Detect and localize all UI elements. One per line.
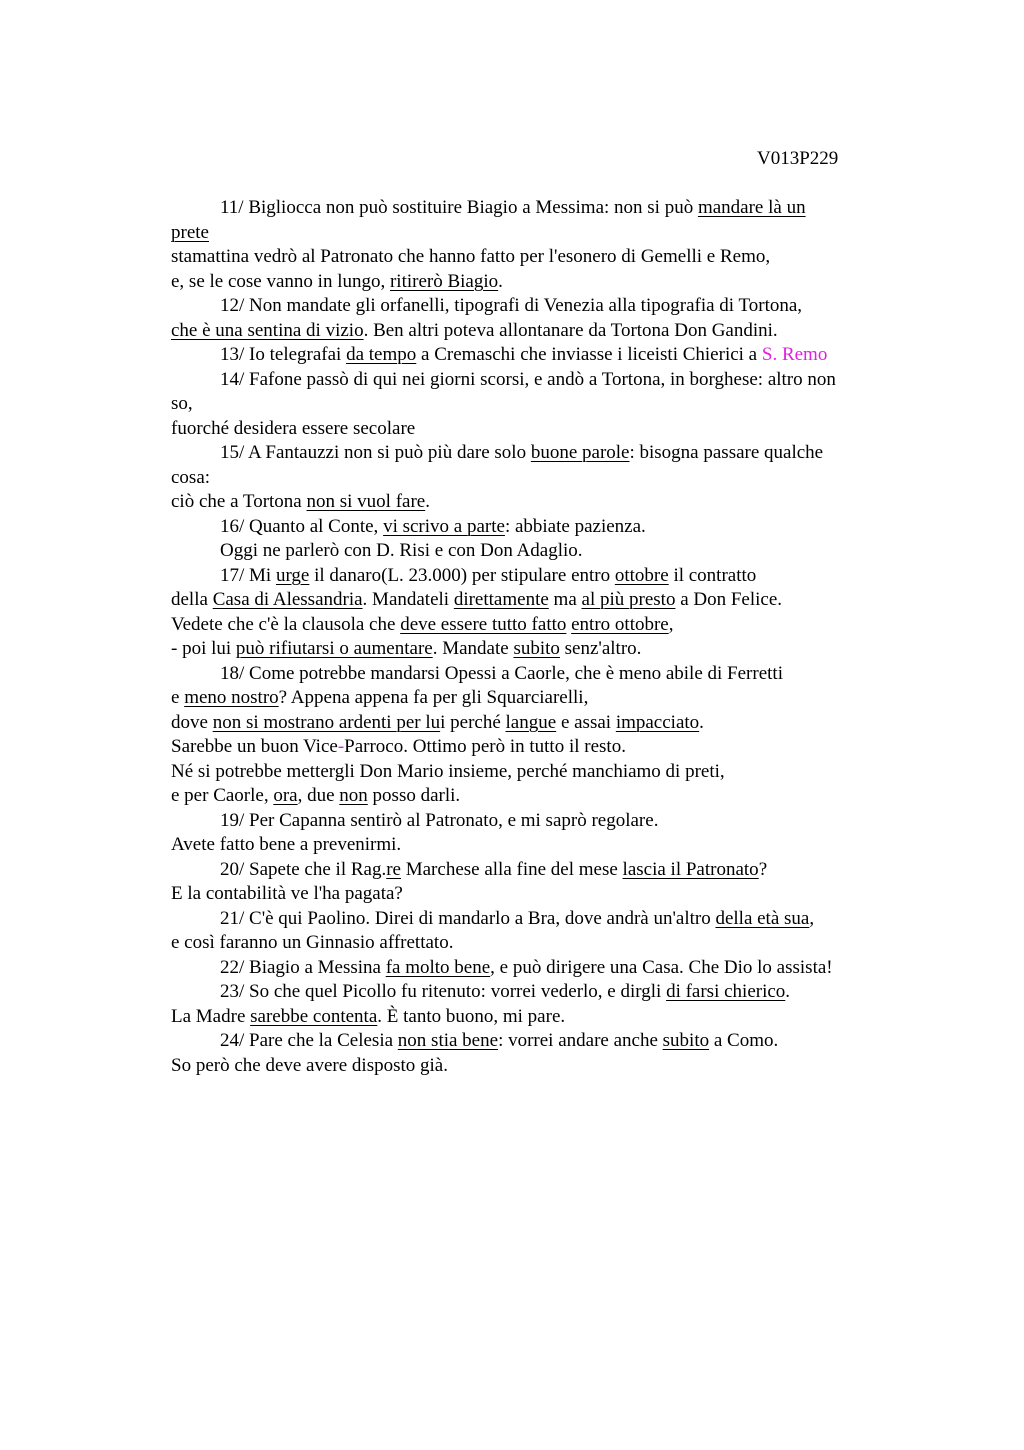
text-line — [171, 441, 911, 466]
underlined-text: al più presto — [581, 589, 676, 610]
text-segment: : abbiate pazienza. — [504, 515, 646, 537]
underlined-text: ora — [273, 785, 298, 806]
text-segment: a Don Felice. — [675, 589, 783, 610]
underlined-text: subito — [662, 1030, 710, 1051]
text-segment: . — [699, 711, 704, 733]
underlined-text: di farsi chierico — [666, 981, 786, 1002]
text-segment: 13/ Io telegrafai — [220, 344, 347, 365]
text-segment: cosa: — [171, 466, 211, 488]
text-segment: , — [668, 613, 674, 635]
text-segment: : bisogna passare qualche — [629, 442, 824, 463]
text-segment: fuorché desidera essere secolare — [171, 417, 416, 439]
text-line — [171, 392, 911, 417]
text-segment: e assai — [556, 711, 616, 733]
text-segment: 23/ So che quel Picollo fu ritenuto: vorrei vederlo, e dirgli — [220, 981, 667, 1002]
text-segment: 11/ Bigliocca non può sostituire Biagio a Messima: non si può — [220, 197, 698, 218]
text-line — [171, 711, 911, 736]
highlighted-text: S. Remo — [761, 344, 828, 365]
text-line — [171, 882, 911, 907]
text-line — [171, 1005, 911, 1030]
text-segment: E la contabilità ve l'ha pagata? — [171, 883, 403, 904]
underlined-text: non si vuol fare — [306, 491, 426, 512]
text-segment: , due — [297, 785, 340, 806]
text-line — [171, 784, 911, 809]
text-segment: Parroco. Ottimo però in tutto il resto. — [344, 736, 626, 757]
text-segment: . — [425, 491, 430, 512]
underlined-text: non stia bene — [397, 1030, 499, 1051]
underlined-text: Casa di Alessandria — [212, 589, 363, 610]
text-segment: , — [809, 907, 815, 929]
underlined-text: re — [386, 858, 401, 880]
text-segment: il danaro(L. 23.000) per stipulare entro — [309, 564, 615, 586]
text-segment: e per Caorle, — [171, 785, 274, 806]
text-line — [171, 686, 911, 711]
text-segment: della — [171, 589, 213, 610]
underlined-text: urge — [275, 564, 310, 586]
text-line — [171, 515, 911, 540]
text-segment: Né si potrebbe mettergli Don Mario insieme, perché manchiamo di preti, — [171, 760, 725, 782]
text-line — [171, 956, 911, 981]
text-segment: So però che deve avere disposto già. — [171, 1054, 448, 1076]
text-line — [171, 809, 911, 834]
highlighted-text: - — [337, 736, 345, 757]
text-line — [171, 417, 911, 442]
underlined-text: ritirerò Biagio — [389, 270, 499, 292]
text-segment: 18/ Come potrebbe mandarsi Opessi a Caorle, che è meno abile di Ferretti — [220, 662, 783, 684]
text-line — [171, 294, 911, 319]
text-line — [171, 931, 911, 956]
text-segment: senz'altro. — [559, 638, 642, 659]
text-segment: - poi lui — [171, 638, 236, 659]
text-segment: 12/ Non mandate gli orfanelli, tipografi di Venezia alla tipografia di Tortona, — [220, 295, 803, 316]
text-segment: 20/ Sapete che il Rag. — [220, 858, 387, 880]
document-id: V013P229 — [757, 148, 839, 169]
underlined-text: vi scrivo a parte — [383, 515, 505, 537]
underlined-text: lascia il Patronato — [622, 858, 759, 880]
text-line — [171, 368, 911, 393]
text-line — [171, 1029, 911, 1054]
underlined-text: non — [339, 785, 368, 806]
text-segment: . Mandateli — [362, 589, 454, 610]
text-segment: . — [785, 981, 791, 1002]
text-segment: 22/ Biagio a Messina — [220, 956, 386, 978]
underlined-text: subito — [513, 638, 560, 659]
text-line — [171, 343, 911, 368]
text-segment: . Ben altri poteva allontanare da Tortona Don Gandini. — [363, 319, 778, 341]
text-segment: Oggi ne parlerò con D. Risi e con Don Adaglio. — [220, 540, 583, 561]
text-segment: Vedete che c'è la clausola che — [171, 613, 401, 635]
text-segment: il contratto — [668, 564, 757, 586]
text-line — [171, 490, 911, 515]
text-segment: 16/ Quanto al Conte, — [220, 515, 384, 537]
text-segment: 24/ Pare che la Celesia — [220, 1030, 398, 1051]
text-line — [171, 833, 911, 858]
document-body — [171, 196, 911, 1078]
text-line — [171, 196, 911, 221]
text-line — [171, 760, 911, 785]
text-line — [171, 980, 911, 1005]
text-segment: ciò che a Tortona — [171, 491, 307, 512]
underlined-text: da tempo — [346, 344, 417, 365]
underlined-text: mandare là un — [697, 197, 806, 218]
underlined-text: entro ottobre — [571, 613, 669, 635]
text-segment: i perché — [440, 711, 506, 733]
text-line — [171, 466, 911, 491]
underlined-text: sarebbe contenta — [250, 1005, 378, 1027]
underlined-text: impacciato — [615, 711, 700, 733]
underlined-text: deve essere tutto fatto — [400, 613, 567, 635]
text-segment: ma — [548, 589, 582, 610]
text-segment: 15/ A Fantauzzi non si può più dare solo — [220, 442, 531, 463]
text-line — [171, 270, 911, 295]
text-line — [171, 564, 911, 589]
underlined-text: prete — [171, 221, 209, 243]
text-segment: posso darli. — [367, 785, 461, 806]
text-line — [171, 221, 911, 246]
text-segment: . — [498, 270, 503, 292]
underlined-text: langue — [505, 711, 557, 733]
text-segment: e, se le cose vanno in lungo, — [171, 270, 390, 292]
underlined-text: fa molto bene — [385, 956, 491, 978]
text-line — [171, 1054, 911, 1079]
underlined-text: può rifiutarsi o aumentare — [235, 638, 433, 659]
text-segment: 17/ Mi — [220, 564, 276, 586]
text-line — [171, 637, 911, 662]
text-segment: stamattina vedrò al Patronato che hanno fatto per l'esonero di Gemelli e Remo, — [171, 246, 771, 267]
text-line — [171, 539, 911, 564]
text-segment: e così faranno un Ginnasio affrettato. — [171, 932, 454, 953]
underlined-text: che è una sentina di vizio — [171, 319, 364, 341]
text-segment: Sarebbe un buon Vice — [171, 736, 338, 757]
text-segment: . Mandate — [432, 638, 514, 659]
text-line — [171, 662, 911, 687]
text-segment: , e può dirigere una Casa. Che Dio lo assista! — [490, 956, 833, 978]
text-segment: a Cremaschi che inviasse i liceisti Chierici a — [416, 344, 762, 365]
text-line — [171, 907, 911, 932]
text-segment: e — [171, 687, 185, 708]
underlined-text: della età sua — [715, 907, 810, 929]
text-segment: . È tanto buono, mi pare. — [377, 1005, 566, 1027]
text-segment: Avete fatto bene a prevenirmi. — [171, 834, 402, 855]
text-line — [171, 588, 911, 613]
text-segment: 19/ Per Capanna sentirò al Patronato, e mi saprò regolare. — [220, 809, 659, 831]
text-line — [171, 735, 911, 760]
text-segment: 14/ Fafone passò di qui nei giorni scorsi, e andò a Tortona, in borghese: altro non — [220, 368, 836, 390]
underlined-text: non si mostrano ardenti per lu — [212, 711, 441, 733]
text-segment: a Como. — [709, 1030, 779, 1051]
underlined-text: meno nostro — [184, 687, 279, 708]
text-line — [171, 858, 911, 883]
text-segment: Marchese alla fine del mese — [400, 858, 623, 880]
text-segment: La Madre — [171, 1005, 251, 1027]
text-segment: dove — [171, 711, 213, 733]
text-segment: ? Appena appena fa per gli Squarciarelli, — [278, 687, 589, 708]
text-segment: 21/ C'è qui Paolino. Direi di mandarlo a Bra, dove andrà un'altro — [220, 907, 716, 929]
text-line — [171, 319, 911, 344]
text-line — [171, 245, 911, 270]
text-line — [171, 613, 911, 638]
text-segment: so, — [171, 393, 193, 414]
underlined-text: ottobre — [614, 564, 669, 586]
underlined-text: buone parole — [530, 442, 630, 463]
underlined-text: direttamente — [453, 589, 549, 610]
text-segment: ? — [758, 858, 768, 880]
text-segment: : vorrei andare anche — [498, 1030, 663, 1051]
